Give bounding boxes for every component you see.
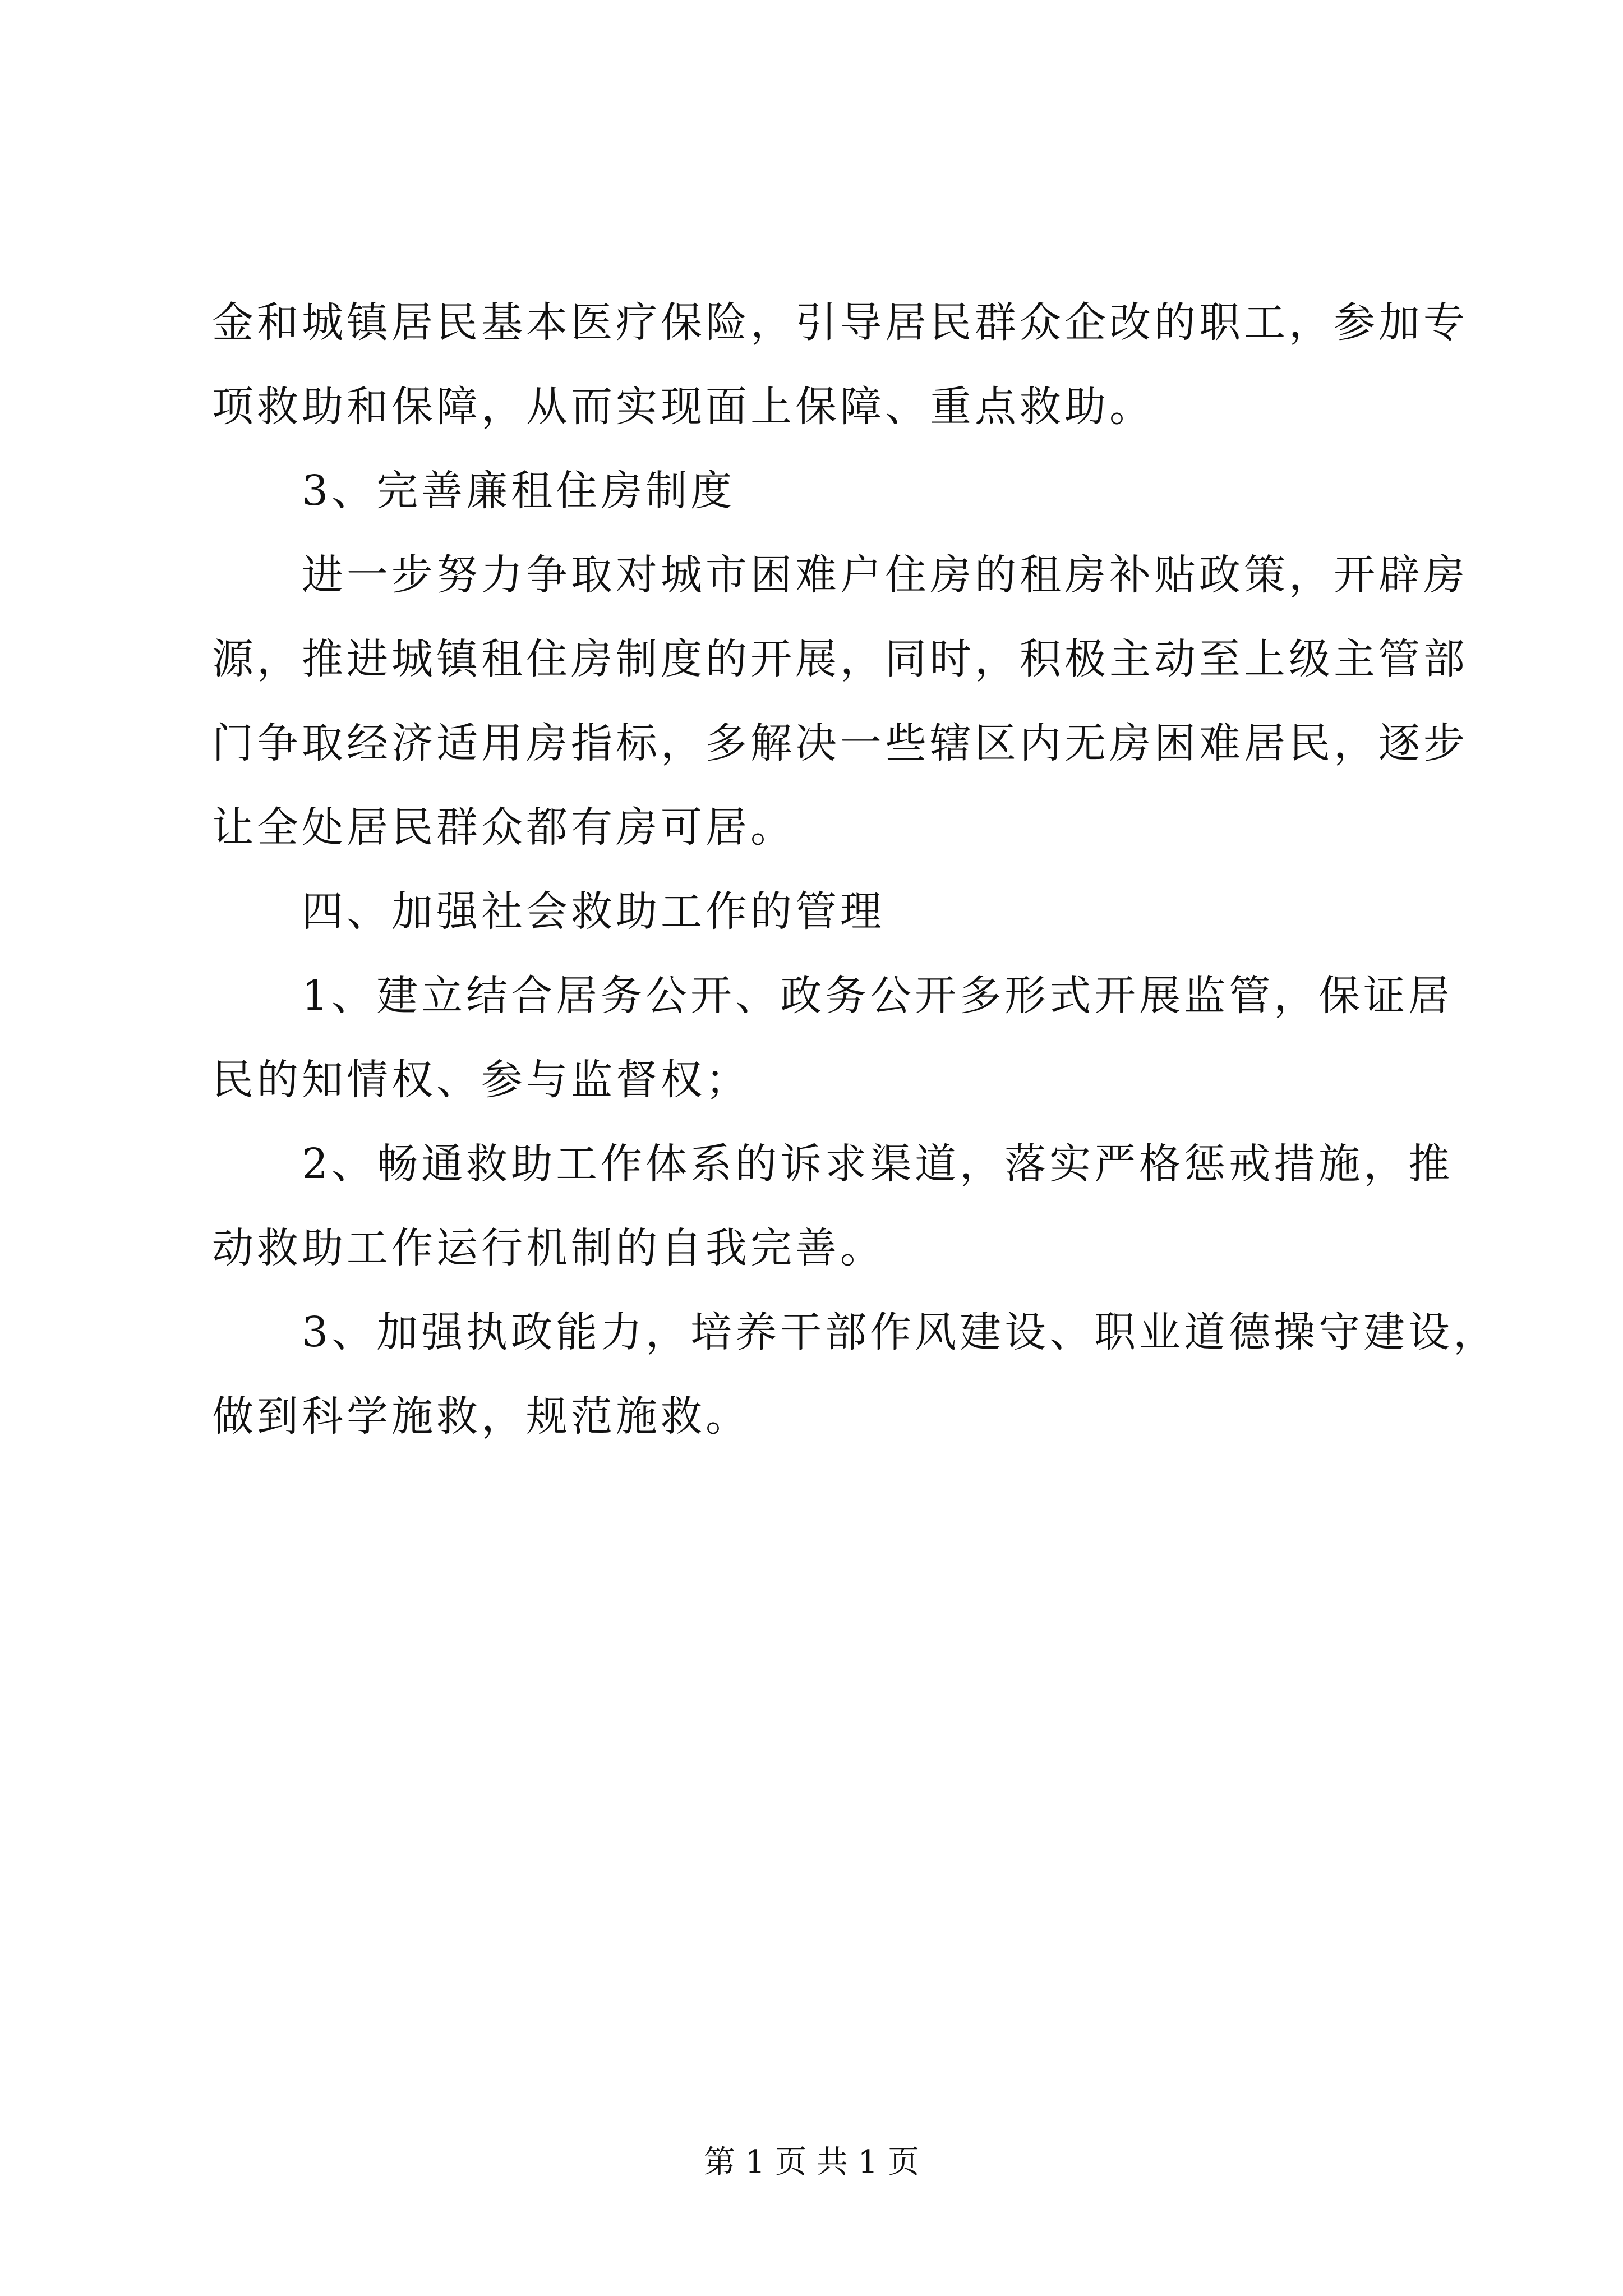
paragraph-line: 项救助和保障，从而实现面上保障、重点救助。 — [212, 383, 1154, 431]
paragraph-line: 3、加强执政能力，培养干部作风建设、职业道德操守建设， — [302, 1308, 1498, 1356]
paragraph-line: 做到科学施救，规范施救。 — [212, 1392, 750, 1441]
paragraph-line: 让全处居民群众都有房可居。 — [212, 803, 795, 852]
paragraph-line: 动救助工作运行机制的自我完善。 — [212, 1224, 885, 1272]
section-heading: 四、加强社会救助工作的管理 — [302, 887, 885, 936]
page-footer: 第 1 页 共 1 页 — [703, 2144, 920, 2180]
section-heading: 3、完善廉租住房制度 — [302, 467, 736, 515]
paragraph-line: 2、畅通救助工作体系的诉求渠道，落实严格惩戒措施，推 — [302, 1140, 1454, 1188]
paragraph-line: 金和城镇居民基本医疗保险，引导居民群众企改的职工，参加专 — [212, 298, 1468, 347]
paragraph-line: 门争取经济适用房指标，多解决一些辖区内无房困难居民，逐步 — [212, 719, 1468, 767]
document-body — [212, 280, 1498, 1458]
paragraph-line: 1、建立结合居务公开、政务公开多形式开展监管，保证居 — [302, 972, 1454, 1020]
paragraph-line: 源，推进城镇租住房制度的开展，同时，积极主动至上级主管部 — [212, 635, 1468, 683]
paragraph-line: 进一步努力争取对城市困难户住房的租房补贴政策，开辟房 — [302, 551, 1468, 599]
paragraph-line: 民的知情权、参与监督权； — [212, 1056, 750, 1104]
